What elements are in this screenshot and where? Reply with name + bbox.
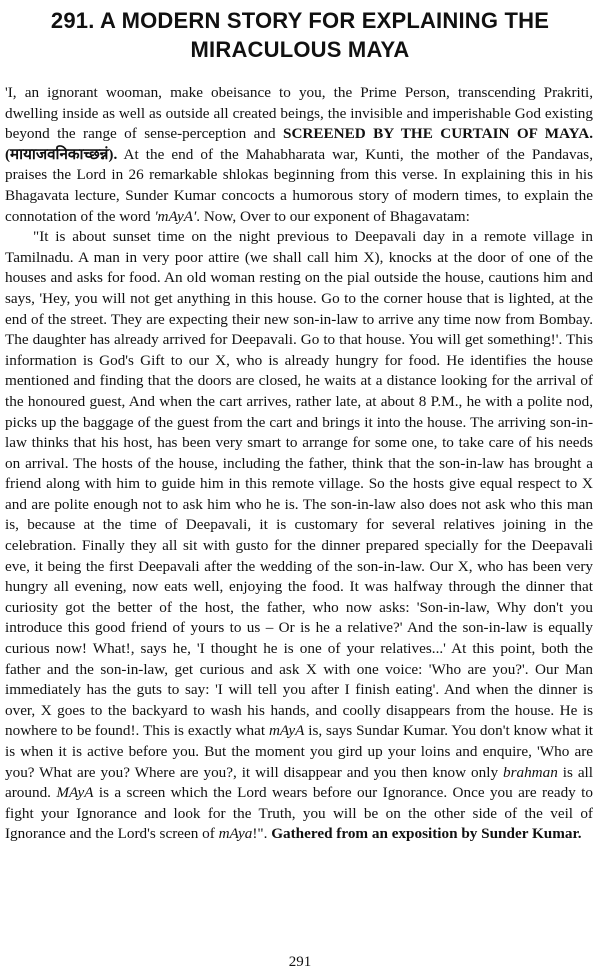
paragraph-2 bbox=[5, 227, 593, 845]
p2-maya-italic-3: mAya bbox=[218, 825, 253, 843]
p2-attribution-bold: Gathered from an exposition by Sunder Kumar. bbox=[271, 825, 582, 843]
p2-text-e: is all around. bbox=[5, 763, 594, 802]
p2-text-g: is a screen which the Lord wears before our Ignorance. Once you are ready to fight your Ignorance and look for the Truth, you will be on the other side of the veil of Ignorance and the Lord's screen of bbox=[5, 784, 593, 843]
title-line-1: 291. A MODERN STORY FOR EXPLAINING THE bbox=[50, 8, 550, 33]
page-number: 291 bbox=[288, 954, 312, 970]
p2-maya-italic-2: MAyA bbox=[56, 784, 94, 802]
p1-maya-italic: 'mAyA' bbox=[154, 207, 197, 225]
p2-text-a: "It is about sunset time on the night previous to Deepavali day in a remote village in Tamilnadu. A man in very poor attire (we shall call him X), knocks at the door of one of the houses and asks for food. An old woman resting on the pial outside the house, cautions him and says, 'Hey, you will not get anything in this house. Go to the corner house that is lighted, at the end of the street. They are expecting their new son-in-law to arrive any time now from Bombay. The daughter has already arrived for Deepavali. Go to that house. You will get something!'. This information is God's Gift to our X, who is already hungry for food. He identifies the house mentioned and finding that the doors are closed, he waits at a distance looking for the arrival of the honoured guest, And when the cart arrives, rather late, at about 8 P.M., he with a polite nod, picks up the baggage of the guest from the cart and brings it into the house. The arriving son-in-law thinks that his host, has been very smart to arrange for some one, to take care of his needs on arrival. The hosts of the house, including the father, think that the son-in-law has brought a friend along with him to guide him in this remote village. So the hosts give equal respect to X and are polite enough not to ask him who he is. The son-in-law also does not ask who this man is, because at the time of Deepavali, it is customary for several relatives joining in the celebration. Finally they all sit with gusto for the dinner prepared specially for the Deepavali eve, it being the first Deepavali after the wedding of the son-in-law. Our X, who has been very hungry all evening, now eats well, enjoying the food. It was halfway through the dinner that curiosity got the better of the host, the father, who now asks: 'Son-in-law, Why don't you introduce this good friend of yours to us – Or is he a relative?' And the son-in-law is equally curious now! What!, says he, 'I thought he is one of your relatives...' At this point, both the father and the son-in-law, get curious and ask X with one voice: 'Who are you?'. Our Man immediately has the guts to say: 'I will tell you after I finish eating'. And when the dinner is over, X goes to the backyard to wash his hands, and coolly disappears from the house. He is nowhere to be found!. This is exactly what bbox=[5, 228, 593, 740]
article-body bbox=[5, 83, 593, 845]
p2-text-i: !". bbox=[252, 825, 272, 843]
p2-text-c: is, says Sundar Kumar. You don't know what it is when it is active before you. But the moment you gird up your loins and enquire, 'Who are you? What are you? Where are you?, it will disappear and you then know only bbox=[5, 722, 593, 781]
p1-text-a: 'I, an ignorant wooman, make obeisance to you, the Prime Person, transcending Prakriti, dwelling inside as well as outside all created beings, the invisible and imperishable God existing beyond the range of sense-perception and bbox=[5, 84, 593, 143]
title-line-2: MIRACULOUS MAYA bbox=[190, 37, 410, 62]
p2-brahman-italic: brahman bbox=[502, 763, 558, 781]
p1-screened-bold: SCREENED BY THE CURTAIN OF MAYA. (मायाजवनिकाच्छन्नं). bbox=[5, 125, 594, 163]
p1-text-c: At the end of the Mahabharata war, Kunti, the mother of the Pandavas, praises the Lord in 26 remarkable shlokas beginning from this verse. In explaining this in his Bhagavata lecture, Sunder Kumar concocts a humorous story of modern times, to explain the connotation of the word bbox=[5, 145, 593, 225]
paragraph-1 bbox=[5, 83, 593, 227]
p1-text-e: . Now, Over to our exponent of Bhagavatam: bbox=[196, 207, 470, 225]
p2-maya-italic-1: mAyA bbox=[268, 722, 305, 740]
page-title bbox=[0, 6, 600, 64]
